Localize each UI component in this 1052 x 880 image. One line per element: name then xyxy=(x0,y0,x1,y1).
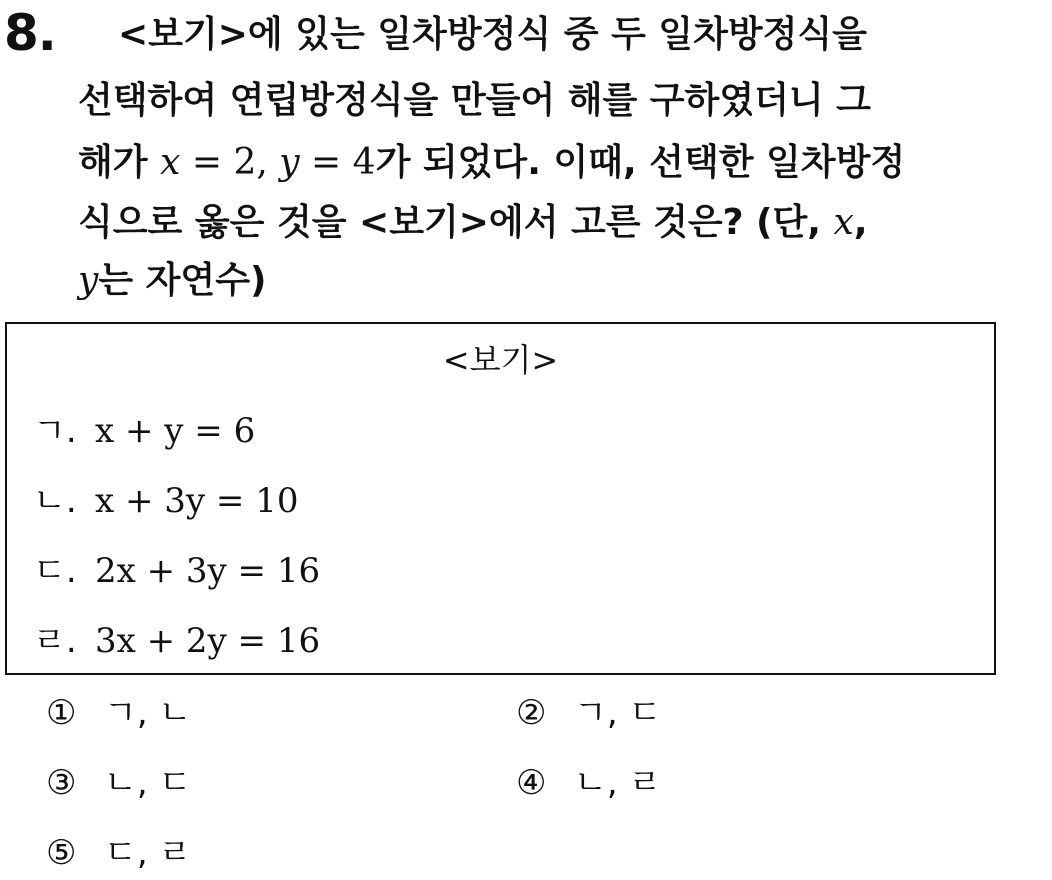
bogi-item-label: ㄱ. xyxy=(33,411,77,451)
bogi-item-equation: x + y = 6 xyxy=(95,411,256,451)
question-line-4-text-a: 식으로 옳은 것을 <보기>에서 고른 것은? (단, xyxy=(78,202,834,243)
question-line-5 xyxy=(78,256,266,306)
bogi-title: <보기> xyxy=(442,341,559,379)
choice-number: ⑤ xyxy=(46,833,77,873)
variable-y: y xyxy=(279,142,300,183)
equals-2: = 2, xyxy=(180,142,280,183)
choice-text: ㄴ, ㄹ xyxy=(574,763,662,803)
choice-number: ④ xyxy=(516,763,547,803)
question-line-3 xyxy=(78,138,905,188)
bogi-item-2 xyxy=(33,478,299,524)
variable-x: x xyxy=(160,142,181,183)
choice-number: ③ xyxy=(46,763,77,803)
choice-number: ① xyxy=(46,693,77,733)
question-line-4-comma: , xyxy=(853,202,868,243)
bogi-box xyxy=(5,322,996,675)
choice-number: ② xyxy=(516,693,547,733)
condition-variable-y: y xyxy=(78,260,99,301)
choice-text: ㄷ, ㄹ xyxy=(104,833,192,873)
answer-choice-1[interactable] xyxy=(46,690,191,736)
question-line-3-text-d: 가 되었다. 이때, 선택한 일차방정 xyxy=(375,142,906,183)
bogi-item-4 xyxy=(33,618,320,664)
question-line-5-text: 는 자연수) xyxy=(98,260,267,301)
question-number: 8. xyxy=(4,4,56,62)
choice-text: ㄴ, ㄷ xyxy=(104,763,192,803)
bogi-item-1 xyxy=(33,408,255,454)
question-line-2: 선택하여 연립방정식을 만들어 해를 구하였더니 그 xyxy=(78,80,871,121)
answer-choice-5[interactable] xyxy=(46,830,191,876)
bogi-item-label: ㄹ. xyxy=(33,621,77,661)
bogi-item-3 xyxy=(33,548,320,594)
bogi-item-equation: 3x + 2y = 16 xyxy=(95,621,321,661)
choice-text: ㄱ, ㄷ xyxy=(574,693,662,733)
answer-choice-4[interactable] xyxy=(516,760,661,806)
bogi-item-equation: 2x + 3y = 16 xyxy=(95,551,321,591)
answer-choice-2[interactable] xyxy=(516,690,661,736)
bogi-item-label: ㄷ. xyxy=(33,551,77,591)
answer-choice-3[interactable] xyxy=(46,760,191,806)
condition-variable-x: x xyxy=(833,202,854,243)
equals-4: = 4 xyxy=(299,142,376,183)
bogi-item-label: ㄴ. xyxy=(33,481,77,521)
bogi-item-equation: x + 3y = 10 xyxy=(95,481,299,521)
question-line-3-text-a: 해가 xyxy=(78,142,161,183)
question-line-4 xyxy=(78,198,868,248)
question-line-1: <보기>에 있는 일차방정식 중 두 일차방정식을 xyxy=(118,14,867,55)
choice-text: ㄱ, ㄴ xyxy=(104,693,192,733)
